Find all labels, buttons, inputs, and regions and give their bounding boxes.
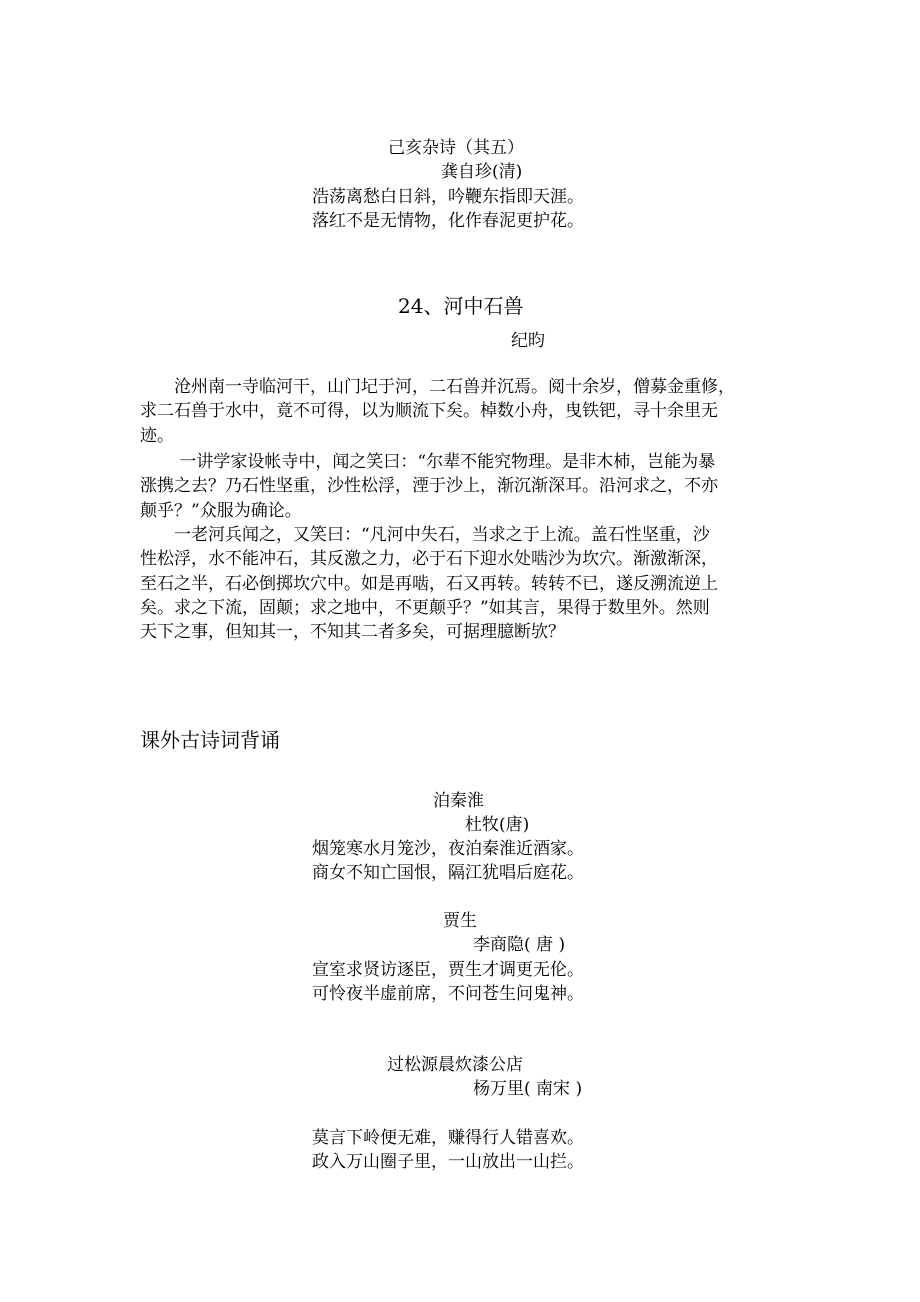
essay-line: 涨携之去？乃石性坚重，沙性松浮，湮于沙上，渐沉渐深耳。沿河求之，不亦	[140, 476, 718, 497]
poem-line: 商女不知亡国恨，隔江犹唱后庭花。	[312, 863, 584, 883]
essay-paragraph-2	[140, 450, 780, 523]
poem-author: 李商隐( 唐 )	[473, 935, 566, 955]
essay-line: 沧州南一寺临河干，山门圮于河，二石兽并沉焉。阅十余岁，僧募金重修，	[140, 377, 735, 397]
poem-line: 莫言下岭便无难，赚得行人错喜欢。	[312, 1128, 584, 1148]
essay-line: 性松浮，水不能冲石，其反激之力，必于石下迎水处啮沙为坎穴。渐激渐深，	[140, 549, 718, 570]
poem-author: 杜牧(唐)	[465, 815, 530, 835]
essay-line: 迹。	[140, 425, 174, 446]
essay-line: 一老河兵闻之，又笑曰：“凡河中失石，当求之于上流。盖石性坚重，沙	[140, 525, 710, 545]
essay-paragraph-1	[140, 375, 780, 448]
essay-author: 纪昀	[511, 331, 545, 351]
section-title: 课外古诗词背诵	[140, 728, 280, 752]
essay-line: 矣。求之下流，固颠；求之地中，不更颠乎？”如其言，果得于数里外。然则	[140, 597, 710, 618]
essay-title: 24、河中石兽	[398, 294, 524, 318]
poem-line: 政入万山圈子里，一山放出一山拦。	[312, 1152, 584, 1172]
poem-title: 泊秦淮	[433, 791, 484, 811]
poem-title: 过松源晨炊漆公店	[387, 1055, 523, 1075]
essay-paragraph-3	[140, 523, 780, 644]
poem-title: 己亥杂诗（其五）	[388, 138, 524, 158]
poem-line: 可怜夜半虚前席，不问苍生问鬼神。	[312, 984, 584, 1004]
poem-line: 浩荡离愁白日斜，吟鞭东指即天涯。	[312, 187, 584, 207]
poem-line: 宣室求贤访逐臣，贾生才调更无伦。	[312, 960, 584, 980]
essay-line: 求二石兽于水中，竟不可得，以为顺流下矣。棹数小舟，曳铁钯，寻十余里无	[140, 401, 718, 422]
essay-line: 颠乎？”众服为确论。	[140, 500, 302, 521]
poem-author: 龚自珍(清)	[441, 162, 523, 182]
essay-line: 至石之半，石必倒掷坎穴中。如是再啮，石又再转。转转不已，遂反溯流逆上	[140, 573, 718, 594]
poem-line: 烟笼寒水月笼沙，夜泊秦淮近酒家。	[312, 839, 584, 859]
poem-title: 贾生	[443, 911, 477, 931]
essay-line: 一讲学家设帐寺中，闻之笑曰：“尔辈不能究物理。是非木杮，岂能为暴	[140, 452, 716, 472]
essay-line: 天下之事，但知其一，不知其二者多矣，可据理臆断欤？	[140, 622, 565, 643]
poem-line: 落红不是无情物，化作春泥更护花。	[312, 211, 584, 231]
poem-author: 杨万里( 南宋 )	[473, 1079, 583, 1099]
